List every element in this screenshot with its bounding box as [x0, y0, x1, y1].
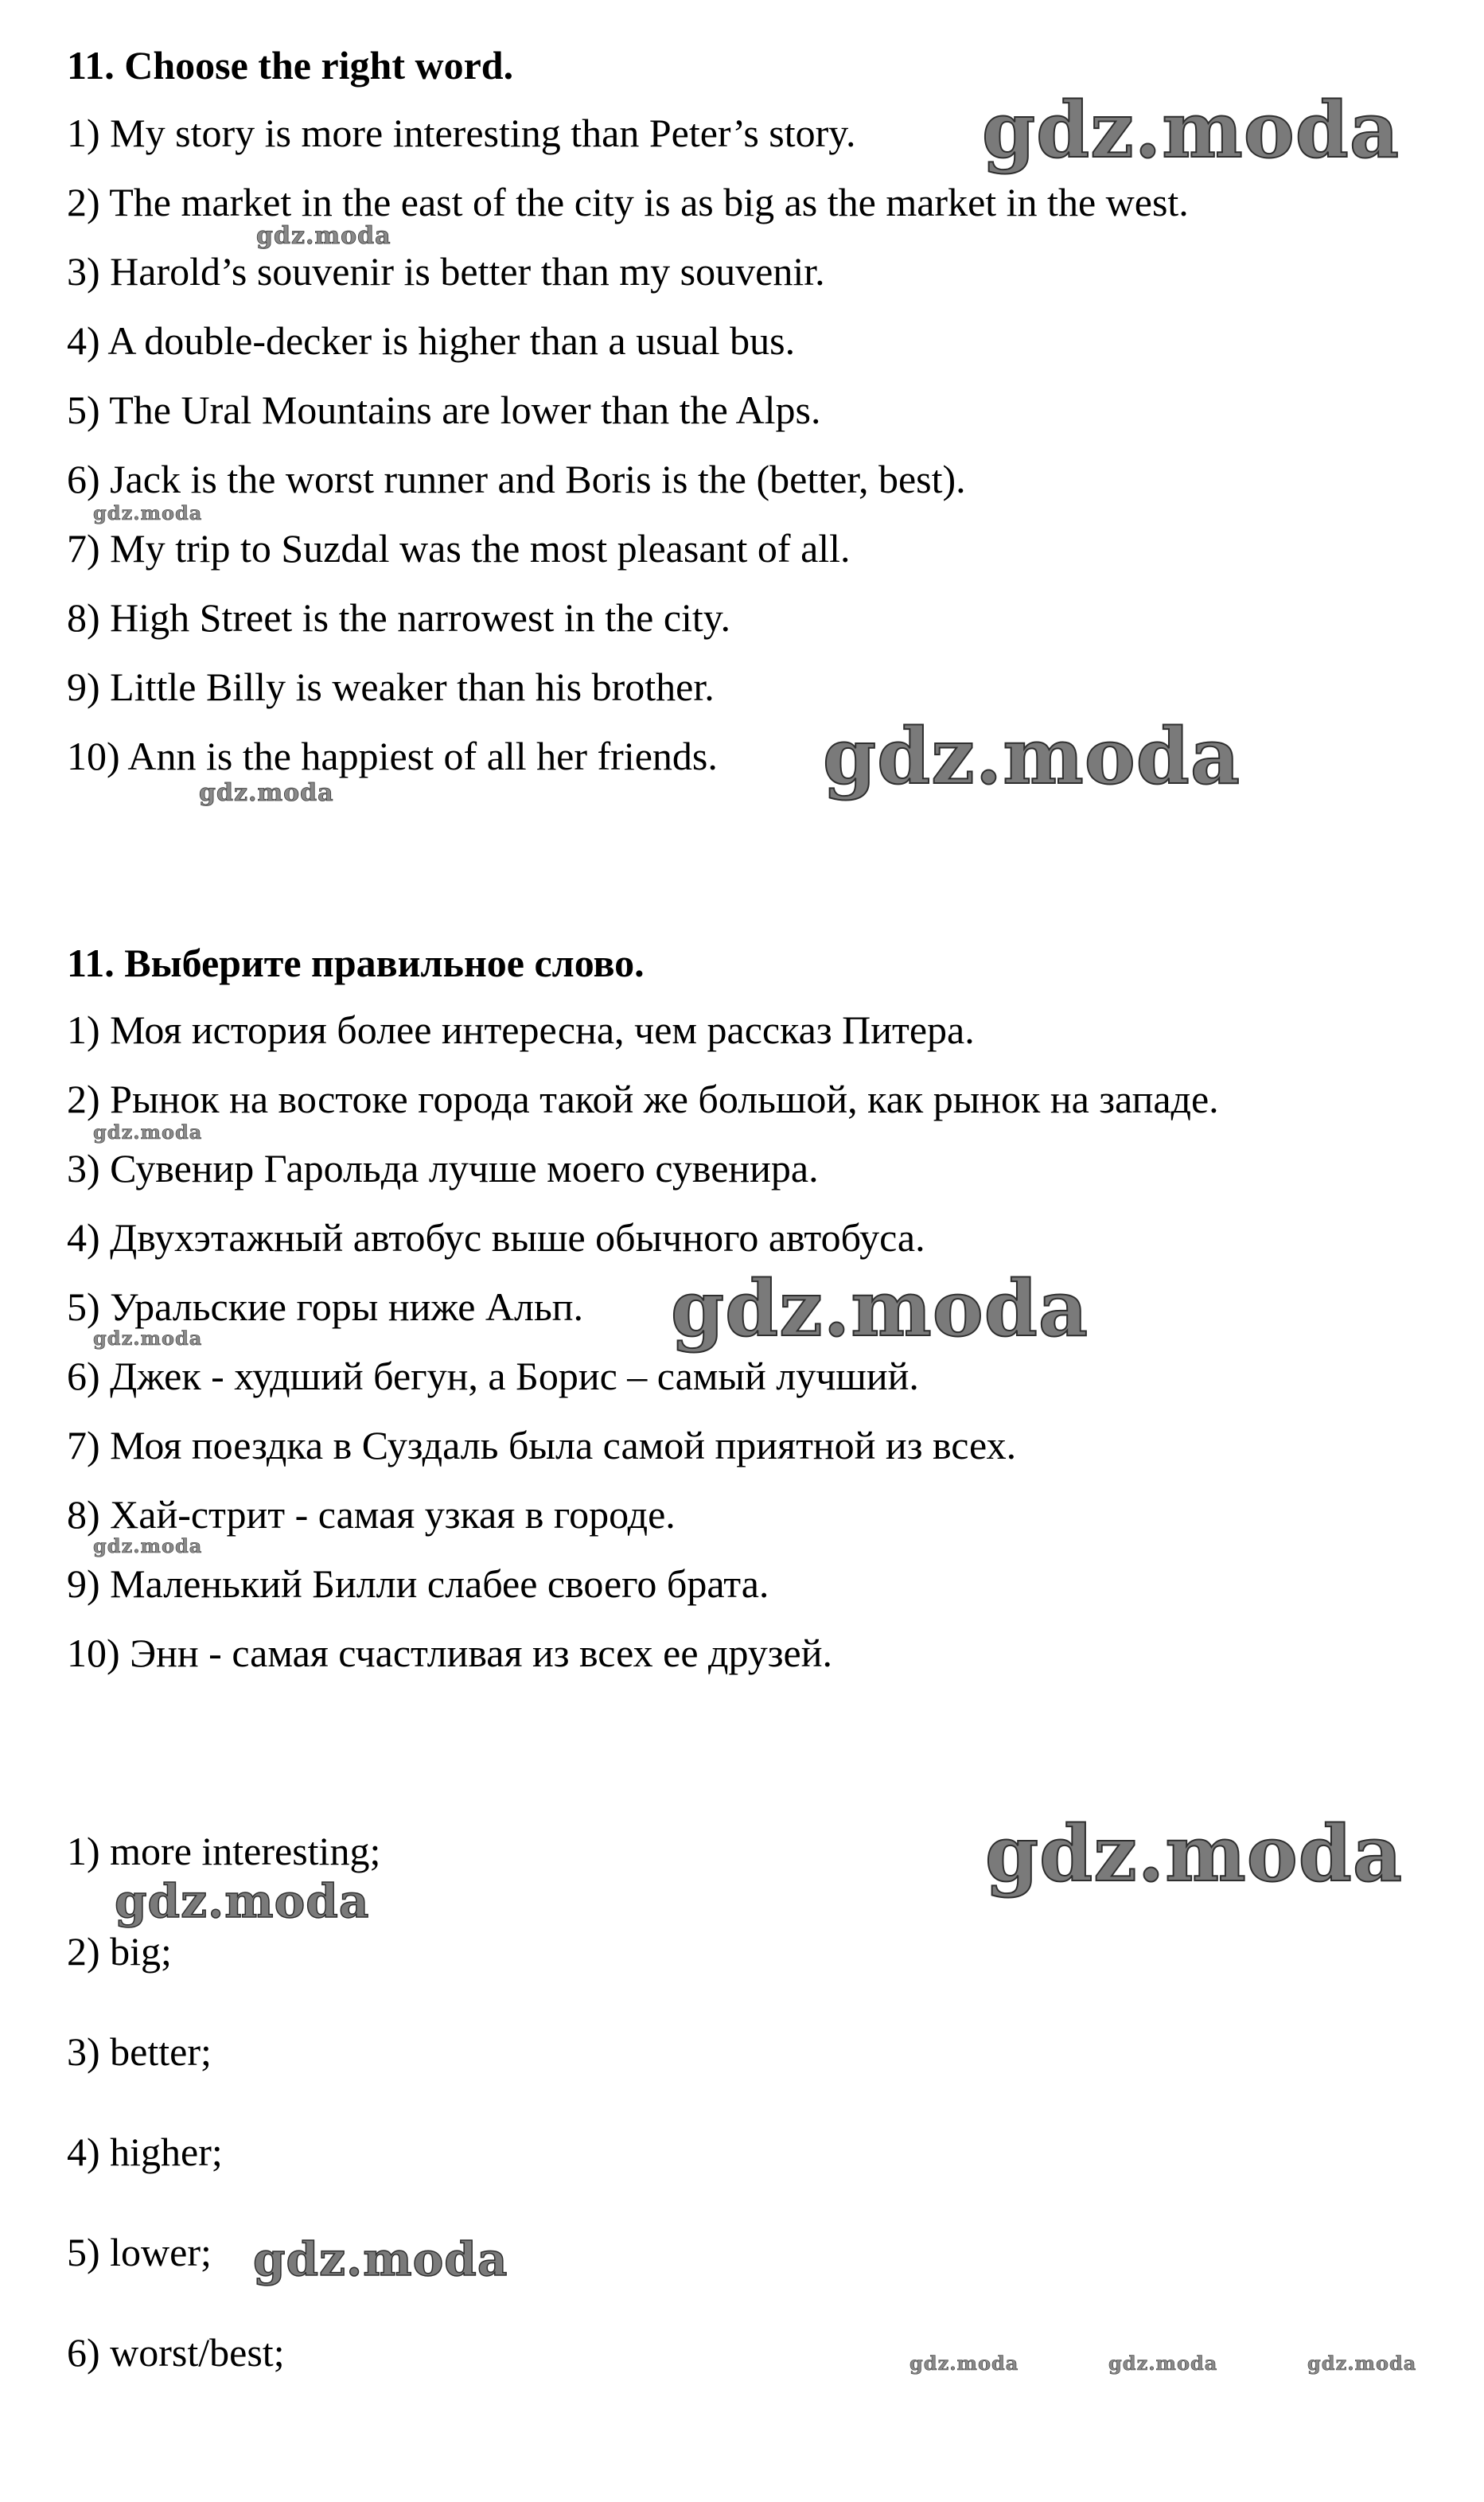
russian-line-9: 9) Маленький Билли слабее своего брата. — [67, 1561, 769, 1606]
watermark: gdz.moda — [1307, 2352, 1417, 2375]
watermark: gdz.moda — [199, 779, 334, 807]
watermark: gdz.moda — [982, 85, 1400, 175]
english-heading: 11. Choose the right word. — [67, 43, 514, 88]
watermark: gdz.moda — [256, 222, 391, 250]
watermark: gdz.moda — [93, 1327, 203, 1350]
russian-heading: 11. Выберите правильное слово. — [67, 941, 645, 985]
answer-3: 3) better; — [67, 2029, 212, 2074]
answer-6: 6) worst/best; — [67, 2330, 285, 2375]
english-line-2: 2) The market in the east of the city is as big as the market in the west. — [67, 180, 1189, 224]
russian-line-10: 10) Энн - самая счастливая из всех ее друзей. — [67, 1631, 833, 1675]
watermark: gdz.moda — [253, 2232, 508, 2286]
english-line-6: 6) Jack is the worst runner and Boris is the (better, best). — [67, 457, 966, 501]
watermark: gdz.moda — [93, 501, 203, 524]
english-line-9: 9) Little Billy is weaker than his brother. — [67, 664, 715, 709]
watermark: gdz.moda — [93, 1534, 203, 1557]
russian-line-4: 4) Двухэтажный автобус выше обычного автобуса. — [67, 1215, 925, 1260]
russian-line-3: 3) Сувенир Гарольда лучше моего сувенира. — [67, 1146, 819, 1191]
english-line-10: 10) Ann is the happiest of all her friends. — [67, 734, 718, 778]
watermark: gdz.moda — [909, 2352, 1019, 2375]
answer-5: 5) lower; — [67, 2230, 212, 2274]
russian-line-8: 8) Хай-стрит - самая узкая в городе. — [67, 1492, 676, 1537]
watermark: gdz.moda — [1108, 2352, 1218, 2375]
watermark: gdz.moda — [115, 1874, 370, 1928]
english-line-8: 8) High Street is the narrowest in the city. — [67, 595, 731, 640]
russian-line-1: 1) Моя история более интересна, чем рассказ Питера. — [67, 1007, 975, 1052]
english-line-4: 4) A double-decker is higher than a usual bus. — [67, 318, 796, 363]
watermark: gdz.moda — [671, 1264, 1089, 1354]
english-line-7: 7) My trip to Suzdal was the most pleasant of all. — [67, 526, 851, 571]
english-line-5: 5) The Ural Mountains are lower than the Alps. — [67, 388, 821, 432]
english-line-1: 1) My story is more interesting than Peter’s story. — [67, 111, 856, 155]
russian-line-5: 5) Уральские горы ниже Альп. — [67, 1284, 584, 1329]
russian-line-2: 2) Рынок на востоке города такой же большой, как рынок на западе. — [67, 1077, 1219, 1121]
watermark: gdz.moda — [93, 1120, 203, 1144]
answer-1: 1) more interesting; — [67, 1829, 381, 1873]
answer-2: 2) big; — [67, 1929, 172, 1974]
russian-line-7: 7) Моя поездка в Суздаль была самой приятной из всех. — [67, 1423, 1017, 1467]
watermark: gdz.moda — [985, 1809, 1404, 1899]
english-line-3: 3) Harold’s souvenir is better than my souvenir. — [67, 249, 825, 294]
answer-4: 4) higher; — [67, 2130, 223, 2174]
watermark: gdz.moda — [823, 711, 1241, 801]
russian-line-6: 6) Джек - худший бегун, а Борис – самый лучший. — [67, 1354, 919, 1398]
